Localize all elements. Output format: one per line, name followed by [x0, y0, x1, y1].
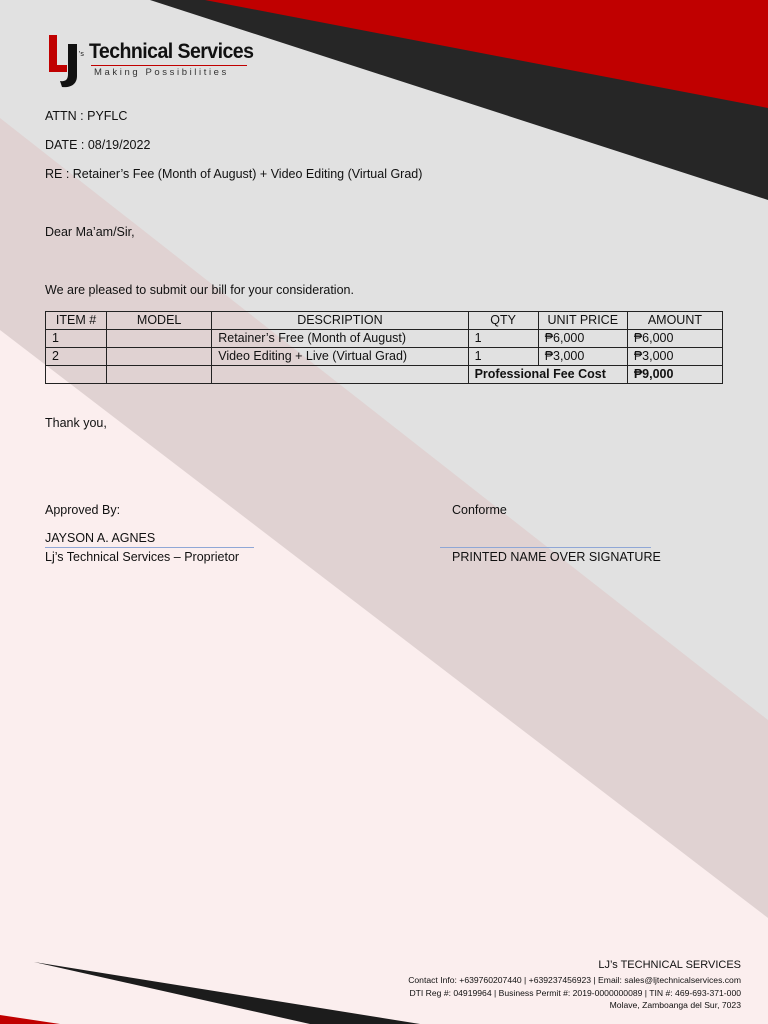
total-amount: ₱9,000 [627, 366, 722, 384]
approved-by-label: Approved By: [45, 503, 121, 517]
company-logo [44, 32, 254, 90]
date-line: DATE : 08/19/2022 [45, 138, 151, 152]
cell-model [107, 330, 212, 348]
logo-tagline: Making Possibilities [94, 67, 229, 78]
header-description: DESCRIPTION [212, 312, 468, 330]
cell-item: 1 [46, 330, 107, 348]
footer-contact: Contact Info: +639760207440 | +639237456923 | Email: sales@ljtechnicalservices.com [408, 975, 741, 985]
cell-unit-price: ₱3,000 [538, 348, 627, 366]
footer-registration: DTI Reg #: 04919964 | Business Permit #: 2019-0000000089 | TIN #: 469-693-371-000 [409, 988, 741, 998]
logo-title: Technical Services [89, 40, 254, 63]
conforme-signature-line [440, 547, 651, 548]
table-row [46, 348, 723, 366]
table-total-row [46, 366, 723, 384]
header-unit-price: UNIT PRICE [538, 312, 627, 330]
cell-qty: 1 [468, 348, 538, 366]
cell-empty [107, 366, 212, 384]
table-header-row [46, 312, 723, 330]
total-label: Professional Fee Cost [468, 366, 627, 384]
cell-amount: ₱3,000 [627, 348, 722, 366]
cell-unit-price: ₱6,000 [538, 330, 627, 348]
header-item: ITEM # [46, 312, 107, 330]
header-amount: AMOUNT [627, 312, 722, 330]
cell-qty: 1 [468, 330, 538, 348]
cell-description: Video Editing + Live (Virtual Grad) [212, 348, 468, 366]
footer-company: LJ’s TECHNICAL SERVICES [598, 959, 741, 971]
cell-item: 2 [46, 348, 107, 366]
attn-line: ATTN : PYFLC [45, 109, 128, 123]
footer-address: Molave, Zamboanga del Sur, 7023 [609, 1000, 741, 1010]
lj-logo-icon [44, 32, 88, 88]
table-row [46, 330, 723, 348]
subject-line: RE : Retainer’s Fee (Month of August) + Video Editing (Virtual Grad) [45, 167, 423, 181]
billing-table [45, 311, 723, 384]
header-qty: QTY [468, 312, 538, 330]
approver-title: Lj’s Technical Services – Proprietor [45, 550, 240, 564]
approver-name: JAYSON A. AGNES [45, 531, 156, 545]
printed-name-label: PRINTED NAME OVER SIGNATURE [452, 550, 661, 564]
header-model: MODEL [107, 312, 212, 330]
cell-empty [46, 366, 107, 384]
cell-amount: ₱6,000 [627, 330, 722, 348]
conforme-label: Conforme [452, 503, 507, 517]
cell-empty [212, 366, 468, 384]
cell-description: Retainer’s Free (Month of August) [212, 330, 468, 348]
logo-divider [91, 65, 247, 66]
salutation: Dear Ma’am/Sir, [45, 225, 135, 239]
approver-signature-line [45, 547, 254, 548]
intro-text: We are pleased to submit our bill for your consideration. [45, 283, 354, 297]
cell-model [107, 348, 212, 366]
svg-text:'s: 's [79, 51, 84, 58]
closing-text: Thank you, [45, 416, 107, 430]
